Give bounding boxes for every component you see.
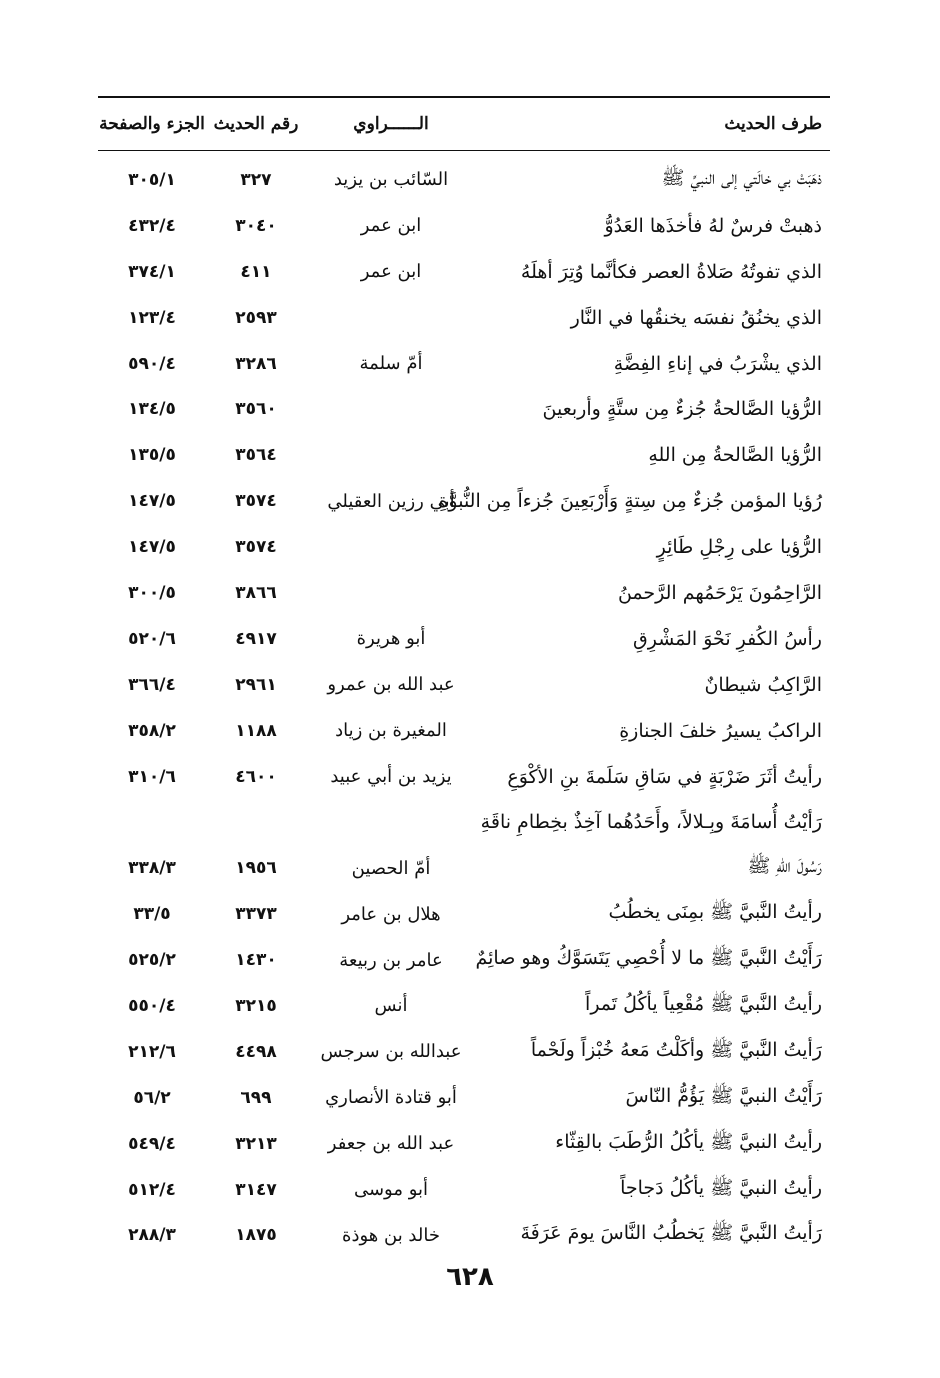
hadith-text: رأيتُ النبيَّ ﷺ يأكُلُ الرُّطَبَ بالقِثّاء bbox=[555, 1130, 822, 1153]
hadith-text: الذي تفوتُهُ صَلاةُ العصر فكأنَّما وُتِرَ أهلَهُ bbox=[520, 260, 822, 283]
header-rule bbox=[98, 150, 830, 151]
table-row bbox=[98, 1075, 830, 1121]
index-page bbox=[98, 96, 830, 1258]
volume-page: ١٤٧/٥ bbox=[128, 491, 176, 512]
narrator: عبدالله بن سرجس bbox=[320, 1041, 462, 1063]
hadith-text: رَسُولَ اللهِ ﷺ bbox=[747, 855, 822, 878]
narrator: عامر بن ربيعة bbox=[339, 949, 443, 971]
table-row bbox=[98, 295, 830, 341]
volume-page: ١٣٤/٥ bbox=[128, 399, 176, 420]
table-row bbox=[98, 157, 830, 203]
volume-page: ٥٥٠/٤ bbox=[128, 995, 176, 1016]
table-row bbox=[98, 1121, 830, 1167]
hadith-text: رَأيتُ النَّبيَّ ﷺ وأكَلْتُ مَعهُ خُبْزاً ولَحْماً bbox=[530, 1038, 822, 1061]
narrator: السّائب بن يزيد bbox=[333, 169, 449, 191]
hadith-number: ٣٥٦٤ bbox=[235, 445, 277, 466]
table-row bbox=[98, 249, 830, 295]
table-row bbox=[98, 1212, 830, 1258]
page-number: ٦٢٨ bbox=[446, 1262, 494, 1292]
narrator: أبي رزين العقيلي bbox=[327, 490, 455, 512]
volume-page: ٣٠٠/٥ bbox=[128, 582, 176, 603]
volume-page: ٢٨٨/٣ bbox=[128, 1225, 176, 1246]
volume-page: ١٣٥/٥ bbox=[128, 445, 176, 466]
hadith-number: ٤٦٠٠ bbox=[235, 766, 277, 787]
table-row bbox=[98, 386, 830, 432]
header-vol-page: الجزء والصفحة bbox=[99, 114, 205, 134]
narrator: عبد الله بن عمرو bbox=[327, 674, 455, 696]
hadith-number: ٣٢١٥ bbox=[235, 995, 277, 1016]
table-row bbox=[98, 478, 830, 524]
hadith-text: الرُّؤيا على رِجْلِ طَائِرٍ bbox=[656, 536, 822, 559]
table-row bbox=[98, 203, 830, 249]
hadith-text: رُؤيا المؤمن جُزءٌ مِن سِتةٍ وَأَرْبَعِينَ جُزءاً مِن النُّبوَّةِ bbox=[438, 490, 822, 513]
hadith-text: الذي يخنُقُ نفسَه يخنقُها في النَّار bbox=[570, 306, 822, 329]
hadith-text: ذهَبَتْ بي خالَتي إلى النبيِّ ﷺ bbox=[661, 166, 822, 189]
table-row bbox=[98, 891, 830, 937]
hadith-number: ٤٩١٧ bbox=[235, 628, 277, 649]
hadith-number: ٤٤٩٨ bbox=[235, 1041, 277, 1062]
header-number: رقم الحديث bbox=[213, 114, 299, 134]
table-row bbox=[98, 616, 830, 662]
narrator: أمّ سلمة bbox=[359, 353, 423, 374]
volume-page: ٣١٠/٦ bbox=[128, 766, 176, 787]
volume-page: ٣٥٨/٢ bbox=[128, 720, 176, 741]
hadith-text: رَأيْتُ أُسامَةَ وبِـلالاً، وأَحَدُهُما آخِذٌ بخِطامِ ناقَةِ bbox=[480, 811, 822, 834]
hadith-number: ١٤٣٠ bbox=[235, 950, 277, 971]
hadith-number: ١٩٥٦ bbox=[235, 858, 277, 879]
table-row bbox=[98, 432, 830, 478]
hadith-text: رأيتُ النَّبيَّ ﷺ بمِنَى يخطُبُ bbox=[608, 901, 822, 924]
table-row bbox=[98, 799, 830, 845]
table-row bbox=[98, 570, 830, 616]
index-table-body bbox=[98, 157, 830, 1258]
hadith-number: ٦٩٩ bbox=[240, 1087, 272, 1108]
table-row bbox=[98, 754, 830, 800]
hadith-number: ١٨٧٥ bbox=[235, 1225, 277, 1246]
hadith-text: رأسُ الكُفرِ نَحْوَ المَشْرِقِ bbox=[632, 627, 822, 650]
narrator: أبو هريرة bbox=[356, 628, 426, 650]
volume-page: ٣٣٨/٣ bbox=[128, 858, 176, 879]
narrator: ابن عمر bbox=[360, 261, 422, 283]
hadith-text: الرَّاكِبُ شيطانٌ bbox=[704, 673, 822, 696]
volume-page: ٥٢٥/٢ bbox=[128, 950, 176, 971]
hadith-number: ٣٢٨٦ bbox=[235, 353, 277, 374]
volume-page: ٣٠٥/١ bbox=[128, 169, 176, 190]
narrator: أنس bbox=[374, 995, 408, 1017]
narrator: هلال بن عامر bbox=[341, 903, 441, 925]
table-row bbox=[98, 524, 830, 570]
hadith-number: ٣٠٤٠ bbox=[235, 215, 277, 236]
hadith-text: ذهبتْ فرسٌ لهُ فأخذَها العَدُوُّ bbox=[604, 214, 822, 237]
hadith-number: ٢٩٦١ bbox=[235, 674, 277, 695]
volume-page: ٥٦/٢ bbox=[133, 1087, 171, 1108]
header-narrator: الــــــراوي bbox=[353, 114, 429, 134]
header-hadith: طرف الحديث bbox=[724, 114, 822, 134]
table-header bbox=[98, 98, 830, 150]
table-row bbox=[98, 708, 830, 754]
table-row bbox=[98, 937, 830, 983]
hadith-number: ٣٢١٣ bbox=[235, 1133, 277, 1154]
hadith-text: الرُّؤيا الصَّالحةُ جُزءٌ مِن ستَّةٍ وأربعينَ bbox=[542, 398, 822, 421]
volume-page: ٥٢٠/٦ bbox=[128, 628, 176, 649]
table-row bbox=[98, 1167, 830, 1213]
hadith-number: ٤١١ bbox=[240, 261, 272, 282]
volume-page: ٤٣٢/٤ bbox=[128, 215, 176, 236]
hadith-number: ٣٥٧٤ bbox=[235, 491, 277, 512]
hadith-text: رَأَيْتُ النَّبيَّ ﷺ ما لا أُحْصِي يَتَسَوَّكُ وهو صائِمٌ bbox=[475, 947, 822, 970]
hadith-text: رَأَيْتُ النبيَّ ﷺ يَؤُمُّ النّاسَ bbox=[625, 1084, 822, 1107]
hadith-text: رأيتُ النبيَّ ﷺ يأكُلُ دَجاجاً bbox=[620, 1176, 822, 1199]
narrator: المغيرة بن زياد bbox=[335, 720, 447, 742]
table-row bbox=[98, 845, 830, 891]
volume-page: ٢١٢/٦ bbox=[128, 1041, 176, 1062]
hadith-number: ٣٣٧٣ bbox=[235, 904, 277, 925]
hadith-text: رَأيتُ النَّبيَّ ﷺ يَخطُبُ النَّاسَ يومَ عَرَفَةَ bbox=[520, 1222, 822, 1245]
hadith-number: ٣٢٧ bbox=[240, 169, 272, 190]
volume-page: ٣٦٦/٤ bbox=[128, 674, 176, 695]
narrator: عبد الله بن جعفر bbox=[327, 1133, 455, 1155]
hadith-text: الراكبُ يسيرُ خلفَ الجنازةِ bbox=[619, 719, 822, 742]
volume-page: ٥١٢/٤ bbox=[128, 1179, 176, 1200]
hadith-text: الذي يشْرَبُ في إناءِ الفِضَّةِ bbox=[613, 352, 822, 375]
volume-page: ٥٩٠/٤ bbox=[128, 353, 176, 374]
hadith-number: ٣١٤٧ bbox=[235, 1179, 277, 1200]
table-row bbox=[98, 341, 830, 387]
narrator: أمّ الحصين bbox=[351, 857, 431, 879]
hadith-text: رأيتُ النَّبيَّ ﷺ مُقْعِياً يأكُلُ تَمراً bbox=[585, 992, 822, 1015]
hadith-text: رأيتُ أثَرَ ضَرْبَةٍ في سَاقِ سَلَمةَ بنِ الأكْوَعِ bbox=[507, 765, 822, 788]
hadith-number: ٣٨٦٦ bbox=[235, 582, 277, 603]
hadith-number: ٢٥٩٣ bbox=[235, 307, 277, 328]
hadith-text: الرَّاحِمُونَ يَرْحَمُهم الرَّحمنُ bbox=[617, 581, 822, 604]
narrator: أبو موسى bbox=[353, 1179, 429, 1201]
hadith-text: الرُّؤيا الصَّالحةُ مِن اللهِ bbox=[648, 444, 822, 467]
table-row bbox=[98, 662, 830, 708]
volume-page: ١٢٣/٤ bbox=[128, 307, 176, 328]
table-row bbox=[98, 1029, 830, 1075]
hadith-number: ٣٥٧٤ bbox=[235, 537, 277, 558]
narrator: يزيد بن أبي عبيد bbox=[330, 766, 452, 788]
volume-page: ١٤٧/٥ bbox=[128, 537, 176, 558]
volume-page: ٣٣/٥ bbox=[133, 904, 171, 925]
volume-page: ٣٧٤/١ bbox=[128, 261, 176, 282]
narrator: خالد بن هوذة bbox=[342, 1224, 440, 1246]
hadith-number: ٣٥٦٠ bbox=[235, 399, 277, 420]
narrator: ابن عمر bbox=[360, 215, 422, 237]
hadith-number: ١١٨٨ bbox=[235, 720, 277, 741]
volume-page: ٥٤٩/٤ bbox=[128, 1133, 176, 1154]
narrator: أبو قتادة الأنصاري bbox=[325, 1087, 457, 1109]
table-row bbox=[98, 983, 830, 1029]
